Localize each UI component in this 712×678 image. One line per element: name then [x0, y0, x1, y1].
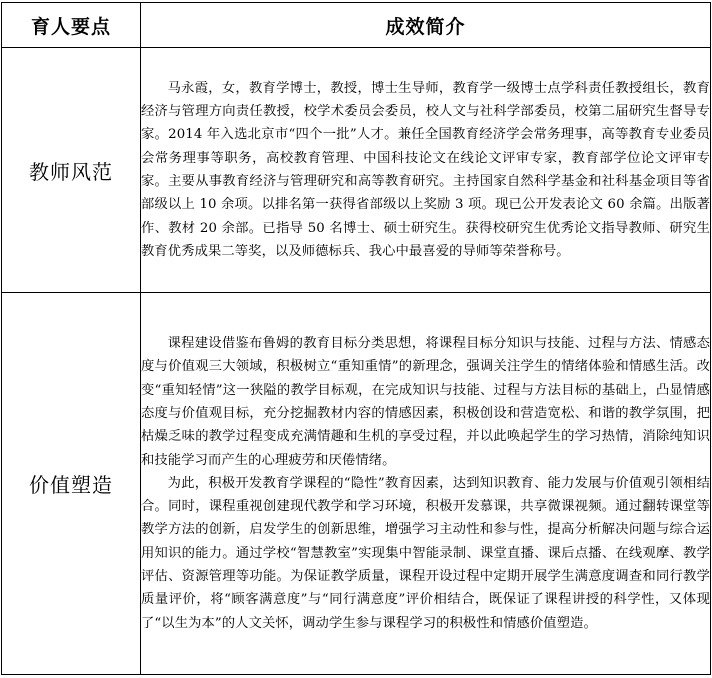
header-cell-summary: 成效简介 — [141, 3, 711, 48]
row-label-value-shaping: 价值塑造 — [2, 293, 141, 675]
content-paragraph: 马永霞，女，教育学博士，教授，博士生导师，教育学一级博士点学科责任教授组长，教育经济与管理方向责任教授，校学术委员会委员，校人文与社科学部委员，校第二届研究生督导专家。2014 年入选北京市“四个一批”人才。兼任全国教育经济学会常务理事，高等教育专业委员会常务理事等职务，高校教育管理、中国科技论文在线论文评审专家，教育部学位论文评审专家。主要从事教育经济与管理研究和高等教育研究。主持国家自然科学基金和社科基金项目等省部级以上 10 余项。以排名第一获得省部级以上奖励 3 项。现已公开发表论文 60 余篇。出版著作、教材 20 余部。已指导 50 名博士、硕士研究生。获得校研究生优秀论文指导教师、研究生教育优秀成果二等奖，以及师德标兵、我心中最喜爱的导师等荣誉称号。 — [141, 80, 710, 259]
header-cell-key-points: 育人要点 — [2, 3, 141, 48]
content-paragraph: 为此，积极开发教育学课程的“隐性”教育因素，达到知识教育、能力发展与价值观引领相结合。同时，课程重视创建现代教学和学习环境，积极开发慕课，共享微课视频。通过翻转课堂等教学方法的创新，启发学生的创新思维，增强学习主动性和参与性，提高分析解决问题与综合运用知识的能力。通过学校“智慧教室”实现集中智能录制、课堂直播、课后点播、在线观摩、教学评估、资源管理等功能。为保证教学质量，课程开设过程中定期开展学生满意度调查和同行教学质量评价，将“顾客满意度”与“同行满意度”评价相结合，既保证了课程讲授的科学性，又体现了“以生为本”的人文关怀，调动学生参与课程学习的积极性和情感价值塑造。 — [141, 475, 710, 631]
row-content-value-shaping — [141, 293, 711, 675]
content-paragraph: 课程建设借鉴布鲁姆的教育目标分类思想，将课程目标分知识与技能、过程与方法、情感态度与价值观三大领域，积极树立“重知重情”的新理念，强调关注学生的情绪体验和情感生活。改变“重知轻情”这一狭隘的教学目标观，在完成知识与技能、过程与方法目标的基础上，凸显情感态度与价值观目标，充分挖掘教材内容的情感因素，积极创设和营造宽松、和谐的教学氛围，把枯燥乏味的教学过程变成充满情趣和生机的享受过程，并以此唤起学生的学习热情，消除纯知识和技能学习而产生的心理疲劳和厌倦情绪。 — [141, 336, 710, 468]
table-row — [2, 48, 711, 293]
achievement-table — [1, 2, 711, 675]
header-row — [2, 3, 711, 48]
row-content-teacher-demeanor — [141, 48, 711, 293]
table-row — [2, 293, 711, 675]
row-label-teacher-demeanor: 教师风范 — [2, 48, 141, 293]
